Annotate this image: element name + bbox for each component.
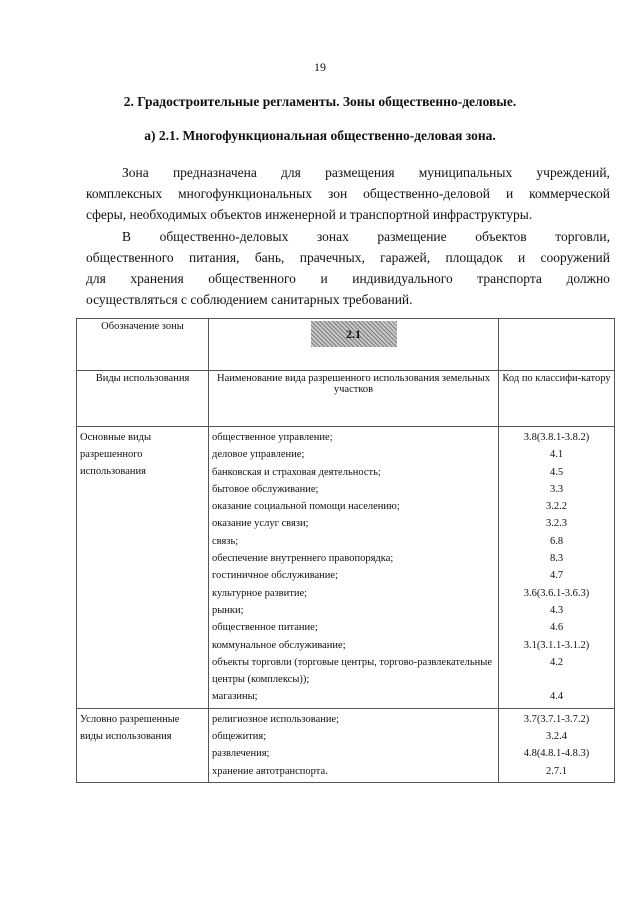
- classifier-code: 4.2: [549, 656, 564, 668]
- list-item: оказание социальной помощи населению;: [212, 501, 400, 513]
- conditional-usage-codes: [502, 711, 611, 780]
- table-row: [77, 427, 615, 709]
- paragraph-line: для хранения общественного и индивидуального транспорта должно: [86, 271, 610, 286]
- classifier-code: 3.2.4: [546, 731, 567, 743]
- zone-description-paragraph: [86, 162, 610, 225]
- list-item: деловое управление;: [212, 449, 305, 461]
- classifier-code: 2.7.1: [546, 765, 567, 777]
- list-item: бытовое обслуживание;: [212, 483, 319, 495]
- list-item: общественное управление;: [212, 432, 333, 443]
- main-usage-codes-cell: [499, 427, 615, 709]
- classifier-code: 4.8(4.8.1-4.8.3): [523, 748, 590, 760]
- zone-regulations-table: [76, 318, 615, 783]
- classifier-code: 3.2.2: [546, 501, 567, 513]
- classifier-code: 3.2.3: [546, 518, 567, 530]
- conditional-usage-list: [212, 711, 495, 780]
- classifier-code: 4.1: [549, 449, 564, 461]
- sanitary-requirements-paragraph: [86, 226, 610, 310]
- list-item: религиозное использование;: [212, 713, 340, 725]
- classifier-code: 3.3: [549, 483, 564, 495]
- paragraph-line: сферы, необходимых объектов инженерной и транспортной инфраструктуры.: [86, 207, 533, 222]
- classifier-code: 3.7(3.7.1-3.7.2): [523, 713, 590, 725]
- paragraph-line: комплексных многофункциональных зон общественно-деловой и коммерческой: [86, 186, 610, 201]
- classifier-code: 8.3: [549, 553, 564, 565]
- conditional-usage-group-label: Условно разрешенные виды использования: [77, 708, 209, 782]
- paragraph-line: В общественно-деловых зонах размещение объектов торговли,: [122, 229, 610, 244]
- list-item: общежития;: [212, 731, 267, 743]
- list-item: хранение автотранспорта.: [212, 765, 328, 777]
- paragraph-line: Зона предназначена для размещения муниципальных учреждений,: [122, 165, 610, 180]
- page-number: 19: [314, 60, 326, 74]
- zone-heading: а) 2.1. Многофункциональная общественно-деловая зона.: [144, 128, 496, 143]
- main-usage-list-cell: [209, 427, 499, 709]
- classifier-code: 3.1(3.1.1-3.1.2): [523, 639, 590, 651]
- paragraph-line: осуществляться с соблюдением санитарных требований.: [86, 292, 413, 307]
- list-item: магазины;: [212, 691, 258, 703]
- classifier-code: 3.8(3.8.1-3.8.2): [523, 432, 590, 443]
- classifier-code: 4.5: [549, 466, 564, 478]
- main-usage-codes: [502, 429, 611, 706]
- list-item: оказание услуг связи;: [212, 518, 309, 530]
- usage-types-header: Виды использования: [77, 371, 209, 427]
- classifier-code: 4.4: [549, 691, 564, 703]
- zone-label-cell: Обозначение зоны: [77, 319, 209, 371]
- zone-designation-row: [77, 319, 615, 371]
- usage-name-header: Наименование вида разрешенного использования земельных участков: [209, 371, 499, 427]
- section-heading: 2. Градостроительные регламенты. Зоны общественно-деловые.: [123, 94, 517, 109]
- table-header-row: [77, 371, 615, 427]
- zone-code-cell: [209, 319, 499, 371]
- main-usage-list: [212, 429, 495, 706]
- conditional-usage-codes-cell: [499, 708, 615, 782]
- main-usage-group-label: Основные виды разрешенного использования: [77, 427, 209, 709]
- classifier-code: 4.6: [549, 622, 564, 634]
- empty-cell: [499, 319, 615, 371]
- list-item: культурное развитие;: [212, 587, 308, 599]
- list-item: общественное питание;: [212, 622, 318, 634]
- list-item: гостиничное обслуживание;: [212, 570, 338, 582]
- classifier-code: 3.6(3.6.1-3.6.3): [523, 587, 590, 599]
- zone-code-badge: 2.1: [311, 321, 397, 347]
- table-row: [77, 708, 615, 782]
- list-item: банковская и страховая деятельность;: [212, 466, 381, 478]
- conditional-usage-list-cell: [209, 708, 499, 782]
- classifier-code: 4.7: [549, 570, 564, 582]
- classifier-code: 6.8: [549, 535, 564, 547]
- classifier-code-header: Код по классифи-катору: [499, 371, 615, 427]
- list-item: объекты торговли (торговые центры, торгово-развлекательные центры (комплексы));: [212, 656, 493, 686]
- classifier-code: 4.3: [549, 604, 564, 616]
- list-item: связь;: [212, 535, 239, 547]
- list-item: коммунальное обслуживание;: [212, 639, 346, 651]
- list-item: рынки;: [212, 604, 244, 616]
- list-item: развлечения;: [212, 748, 270, 760]
- paragraph-line: общественного питания, бань, прачечных, гаражей, площадок и сооружений: [86, 250, 610, 265]
- list-item: обеспечение внутреннего правопорядка;: [212, 553, 394, 565]
